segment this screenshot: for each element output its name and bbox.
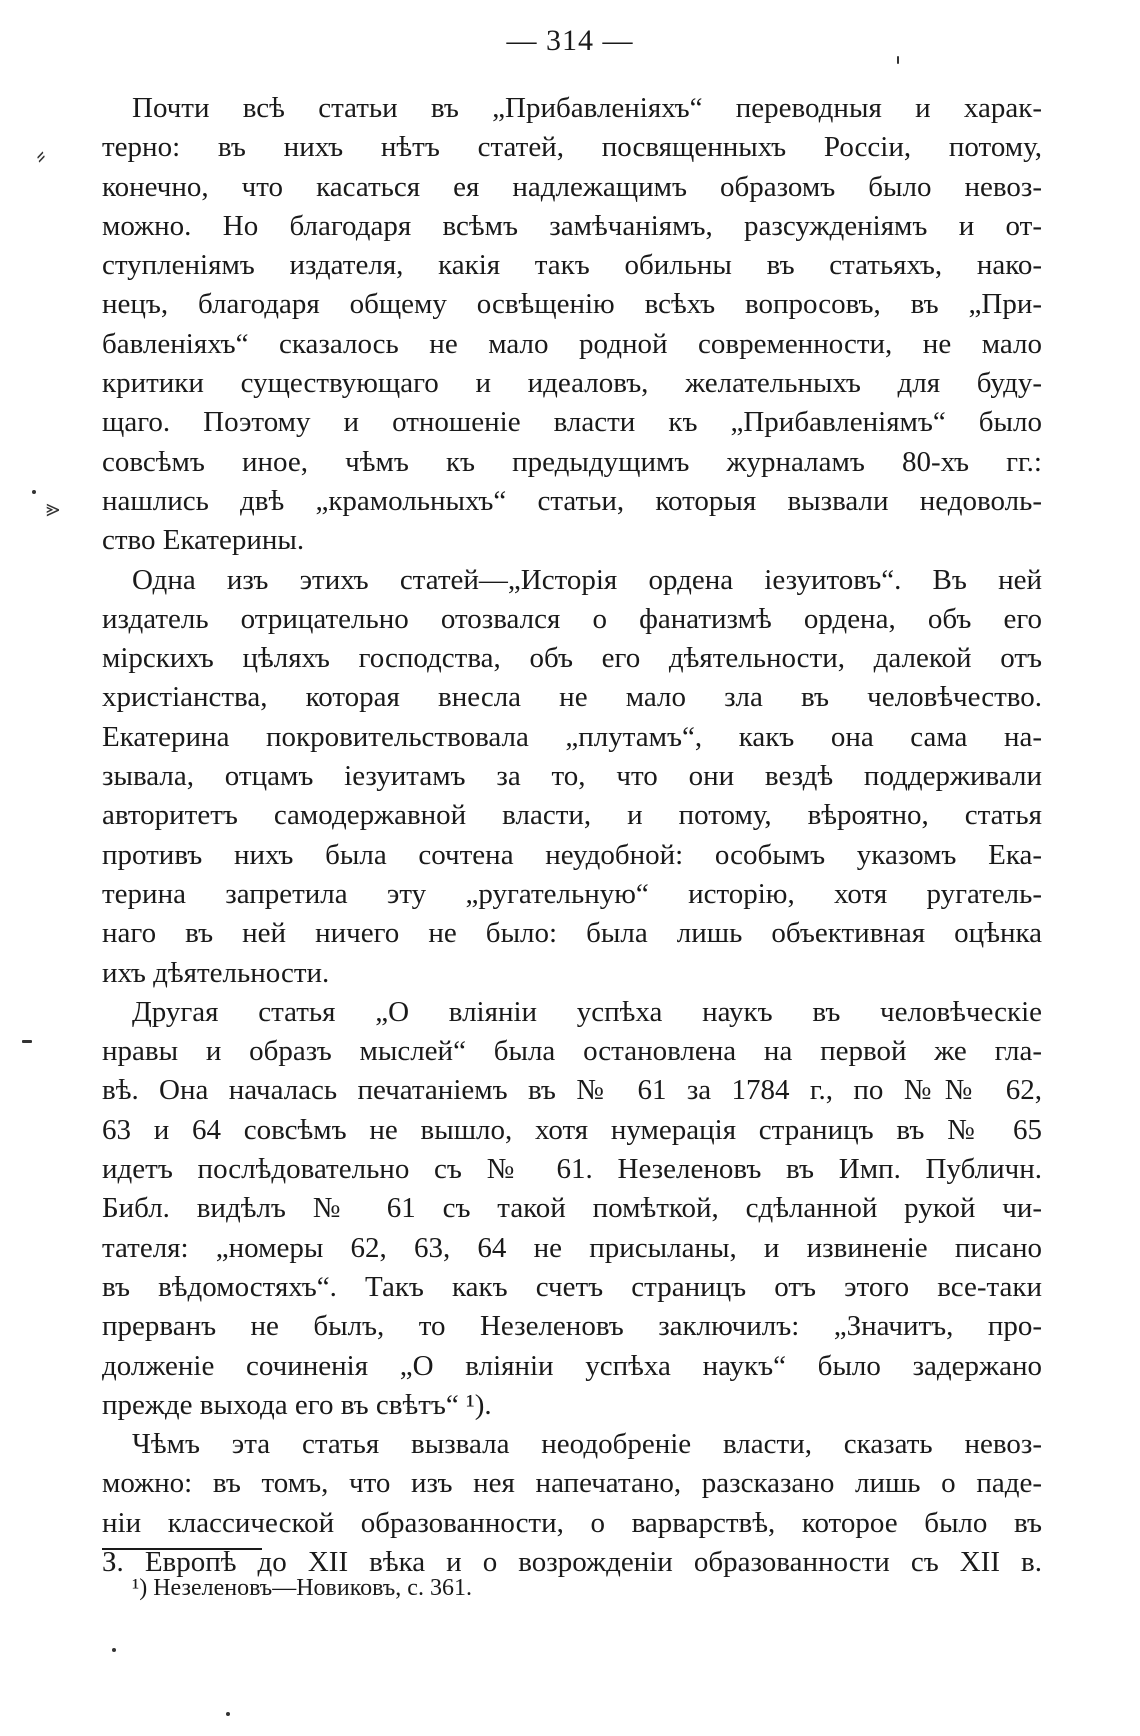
text-line: въ вѣдомостяхъ“. Такъ какъ счетъ страницъ отъ этого все-таки — [102, 1270, 1042, 1303]
page-number: — 314 — — [506, 24, 634, 57]
text-line: авторитетъ самодержавной власти, и потому, вѣроятно, статья — [102, 799, 1042, 832]
text-line: тателя: „номеры 62, 63, 64 не присыланы, и извиненіе писано — [102, 1231, 1042, 1264]
text-line: вѣ. Она началась печатаніемъ въ № 61 за 1784 г., по №№ 62, — [102, 1074, 1042, 1107]
text-line: бавленіяхъ“ сказалось не мало родной современности, не мало — [102, 327, 1042, 360]
text-line: ніи классической образованности, о варварствѣ, которое было въ — [102, 1506, 1042, 1539]
text-line: христіанства, которая внесла не мало зла въ человѣчество. — [102, 681, 1042, 714]
text-line: нравы и образъ мыслей“ была остановлена на первой же гла- — [102, 1035, 1042, 1068]
text-line: Почти всѣ статьи въ „Прибавленіяхъ“ переводныя и харак- — [132, 92, 1042, 124]
text-line: противъ нихъ была сочтена неудобной: особымъ указомъ Ека- — [102, 838, 1042, 871]
text-line: ство Екатерины. — [102, 524, 305, 557]
text-line: ступленіямъ издателя, какія такъ обильны въ статьяхъ, нако- — [102, 249, 1042, 282]
text-line: совсѣмъ иное, чѣмъ къ предыдущимъ журналамъ 80-хъ гг.: — [102, 445, 1042, 478]
body-text — [102, 89, 1042, 1582]
text-line: можно: въ томъ, что изъ нея напечатано, разсказано лишь о паде- — [102, 1467, 1042, 1500]
scan-speck — [226, 1712, 230, 1716]
text-line: Екатерина покровительствовала „плутамъ“, какъ она сама на- — [102, 720, 1042, 753]
scan-speck — [32, 490, 36, 494]
text-line: нецъ, благодаря общему освѣщенію всѣхъ вопросовъ, въ „При- — [102, 288, 1042, 321]
text-line: Другая статья „О вліяніи успѣха наукъ въ человѣческіе — [132, 995, 1042, 1028]
margin-pencil-mark: ⪢ — [46, 496, 60, 522]
text-line: 63 и 64 совсѣмъ не вышло, хотя нумерація страницъ въ № 65 — [102, 1113, 1042, 1146]
footnote: ¹) Незеленовъ—Новиковъ, с. 361. — [132, 1575, 472, 1601]
margin-pencil-mark: ⸗ — [30, 139, 51, 172]
text-line: зывала, отцамъ іезуитамъ за то, что они вездѣ поддерживали — [102, 760, 1042, 793]
text-line: идетъ послѣдовательно съ № 61. Незеленовъ въ Имп. Публичн. — [102, 1153, 1042, 1186]
scan-speck — [897, 56, 899, 64]
text-line: конечно, что касаться ея надлежащимъ образомъ было невоз- — [102, 170, 1042, 203]
text-line: З. Европѣ до XII вѣка и о возрожденіи образованности съ XII в. — [102, 1545, 1042, 1578]
text-line: можно. Но благодаря всѣмъ замѣчаніямъ, разсужденіямъ и от- — [102, 209, 1042, 242]
text-line: наго въ ней ничего не было: была лишь объективная оцѣнка — [102, 917, 1042, 950]
text-line: нашлись двѣ „крамольныхъ“ статьи, которыя вызвали недоволь- — [102, 484, 1042, 517]
text-line: ихъ дѣятельности. — [102, 956, 330, 989]
text-line: издатель отрицательно отозвался о фанатизмѣ ордена, объ его — [102, 602, 1042, 635]
text-line: прежде выхода его въ свѣтъ“ ¹). — [102, 1388, 492, 1421]
text-line: прерванъ не былъ, то Незеленовъ заключилъ: „Значитъ, про- — [102, 1310, 1042, 1343]
text-line: Чѣмъ эта статья вызвала неодобреніе власти, сказать невоз- — [132, 1428, 1042, 1461]
text-line: критики существующаго и идеаловъ, желательныхъ для буду- — [102, 367, 1042, 400]
text-line: терина запретила эту „ругательную“ исторію, хотя ругатель- — [102, 877, 1042, 910]
paragraph-2 — [102, 561, 1042, 993]
paragraph-4 — [102, 1425, 1042, 1582]
text-line: Одна изъ этихъ статей—„Исторія ордена іезуитовъ“. Въ ней — [132, 563, 1042, 596]
text-line: долженіе сочиненія „О вліяніи успѣха наукъ“ было задержано — [102, 1349, 1042, 1382]
scan-speck — [22, 1040, 32, 1043]
text-line: Библ. видѣлъ № 61 съ такой помѣткой, сдѣланной рукой чи- — [102, 1192, 1042, 1225]
text-line: терно: въ нихъ нѣтъ статей, посвященныхъ Россіи, потому, — [102, 131, 1042, 164]
paragraph-3 — [102, 993, 1042, 1425]
text-line: мірскихъ цѣляхъ господства, объ его дѣятельности, далекой отъ — [102, 642, 1042, 675]
paragraph-1 — [102, 89, 1042, 561]
scan-speck — [112, 1648, 116, 1652]
footnote-divider — [102, 1548, 262, 1550]
text-line: щаго. Поэтому и отношеніе власти къ „Прибавленіямъ“ было — [102, 406, 1042, 439]
